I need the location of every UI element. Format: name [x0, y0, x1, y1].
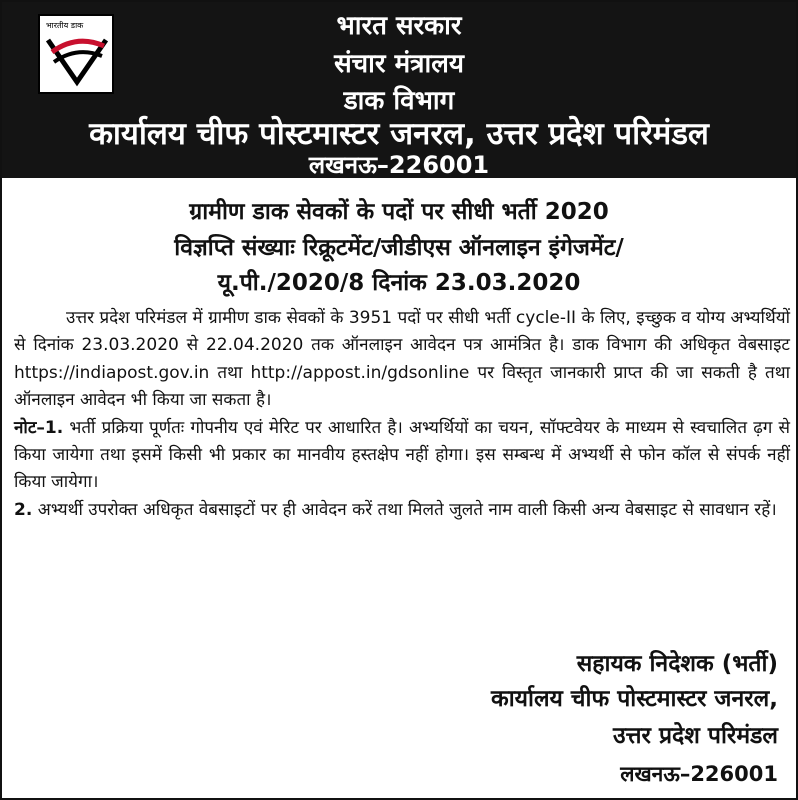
header-line-ministry: संचार मंत्रालय: [334, 49, 464, 79]
header-line-city: लखनऊ–226001: [308, 151, 490, 179]
note-2-text: अभ्यर्थी उपरोक्त अधिकृत वेबसाइटों पर ही आवेदन करें तथा मिलते जुलते नाम वाली किसी अन्य वेबसाइट से सावधान रहें।: [32, 499, 777, 520]
note-1-text: भर्ती प्रक्रिया पूर्णतः गोपनीय एवं मेरिट पर आधारित है। अभ्यर्थियों का चयन, सॉफ्टवेयर के माध्यम से स्वचालित ढ़ग से किया जायेगा तथा इसमें किसी भी प्रकार का मानवीय हस्तक्षेप नहीं होगा। इस सम्बन्ध में अभ्यर्थी से फोन कॉल से संपर्क नहीं किया जायेगा।: [14, 417, 790, 493]
notice-title: ग्रामीण डाक सेवकों के पदों पर सीधी भर्ती 2020: [189, 199, 609, 225]
header-line-department: डाक विभाग: [343, 86, 455, 116]
header-band: [2, 2, 796, 178]
note-2-label: 2.: [14, 499, 33, 520]
notice-number-line1: विज्ञप्ति संख्याः रिक्रूटमेंट/जीडीएस ऑनलाइन इंगेजमेंट/: [174, 235, 624, 261]
notice-body: [14, 305, 790, 524]
note-1-label: नोट–1.: [14, 417, 64, 438]
header-line-office: कार्यालय चीफ पोस्टमास्टर जनरल, उत्तर प्रदेश परिमंडल: [89, 116, 709, 152]
signature-office: कार्यालय चीफ पोस्टमास्टर जनरल,: [491, 686, 778, 712]
note-2: [14, 497, 790, 524]
signature-designation: सहायक निदेशक (भर्ती): [576, 651, 778, 677]
signature-circle: उत्तर प्रदेश परिमंडल: [613, 723, 778, 749]
notice-number-line2: यू.पी./2020/8 दिनांक 23.03.2020: [217, 270, 581, 296]
header-line-govt: भारत सरकार: [336, 11, 462, 41]
logo-text: भारतीय डाक: [46, 21, 84, 30]
signature-city: लखनऊ–226001: [620, 762, 778, 786]
body-paragraph: उत्तर प्रदेश परिमंडल में ग्रामीण डाक सेवकों के 3951 पदों पर सीधी भर्ती cycle-II के लिए, इच्छुक व योग्य अभ्यर्थियों से दिनांक 23.03.2020 से 22.04.2020 तक ऑनलाइन आवेदन पत्र आमंत्रित है। डाक विभाग की अधिकृत वेबसाइट https://indiapost.gov.in तथा http://appost.in/gdsonline पर विस्तृत जानकारी प्राप्त की जा सकती है तथा ऑनलाइन आवेदन भी किया जा सकता है।: [14, 308, 790, 411]
note-1: [14, 415, 790, 497]
